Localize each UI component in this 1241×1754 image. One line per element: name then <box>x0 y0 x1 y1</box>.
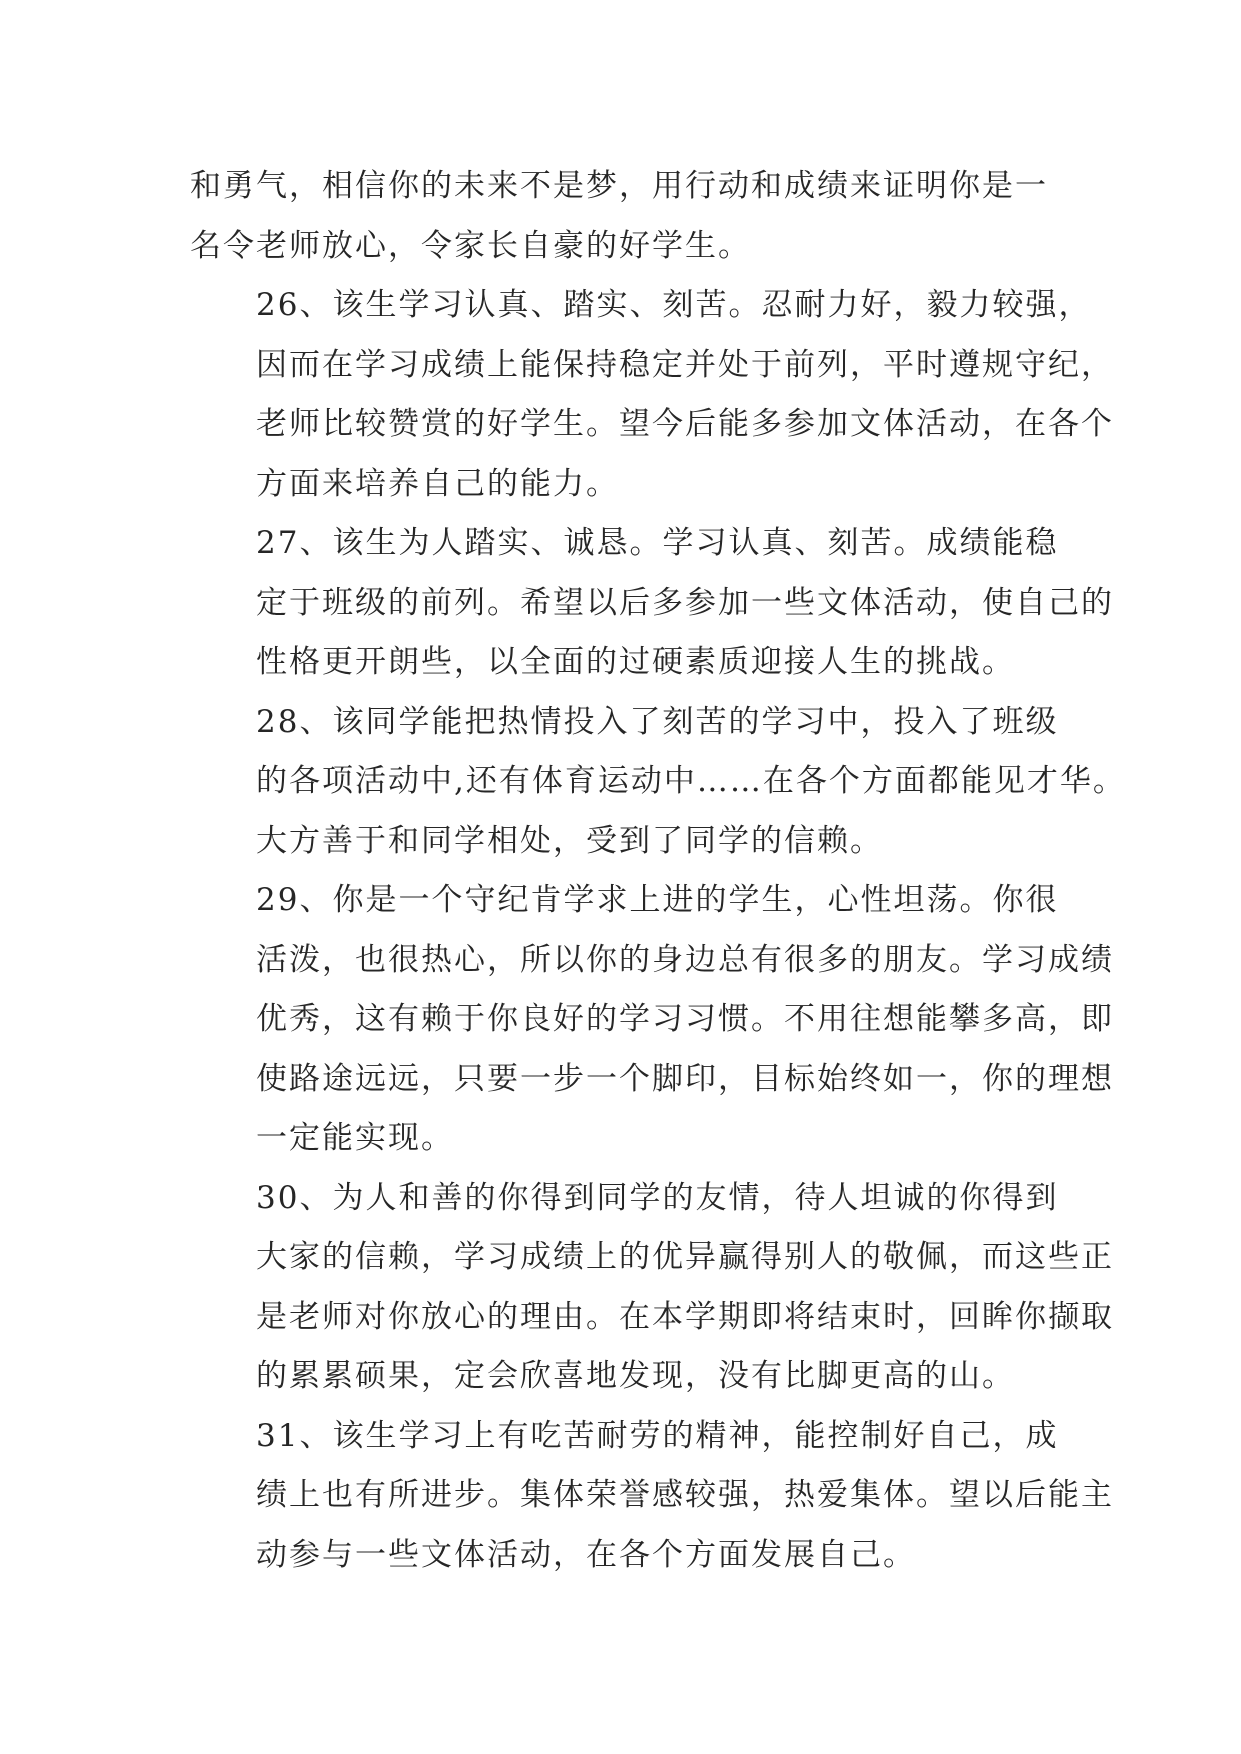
text-line: 31、该生学习上有吃苦耐劳的精神，能控制好自己，成 <box>256 1417 1059 1454</box>
text-line: 一定能实现。 <box>256 1120 454 1156</box>
text-line: 名令老师放心，令家长自豪的好学生。 <box>190 227 751 264</box>
paragraph-comment-27 <box>190 514 1114 693</box>
text-line: 30、为人和善的你得到同学的友情，待人坦诚的你得到 <box>256 1179 1059 1216</box>
text-line: 定于班级的前列。希望以后多参加一些文体活动，使自己的 <box>256 584 1114 621</box>
text-line: 的累累硕果，定会欣喜地发现，没有比脚更高的山。 <box>256 1358 1015 1394</box>
paragraph-comment-28 <box>190 693 1126 872</box>
document-body <box>190 157 1126 1585</box>
text-line: 活泼，也很热心，所以你的身边总有很多的朋友。学习成绩 <box>256 941 1114 978</box>
text-line: 的各项活动中,还有体育运动中……在各个方面都能见才华。 <box>256 763 1126 799</box>
text-line: 和勇气，相信你的未来不是梦，用行动和成绩来证明你是一 <box>190 168 1048 204</box>
text-line: 绩上也有所进步。集体荣誉感较强，热爱集体。望以后能主 <box>256 1477 1114 1513</box>
text-line: 28、该同学能把热情投入了刻苦的学习中，投入了班级 <box>256 703 1059 740</box>
text-line: 动参与一些文体活动，在各个方面发展自己。 <box>256 1536 916 1573</box>
text-line: 27、该生为人踏实、诚恳。学习认真、刻苦。成绩能稳 <box>256 525 1059 561</box>
text-line: 使路途远远，只要一步一个脚印，目标始终如一，你的理想 <box>256 1060 1114 1097</box>
text-line: 老师比较赞赏的好学生。望今后能多参加文体活动，在各个 <box>256 406 1114 442</box>
text-line: 26、该生学习认真、踏实、刻苦。忍耐力好，毅力较强， <box>256 287 1092 323</box>
paragraph-comment-31 <box>190 1407 1114 1586</box>
paragraph-comment-29 <box>190 871 1114 1169</box>
text-line: 大方善于和同学相处，受到了同学的信赖。 <box>256 822 883 859</box>
text-line: 性格更开朗些，以全面的过硬素质迎接人生的挑战。 <box>256 644 1015 680</box>
paragraph-continuation <box>190 157 1060 276</box>
text-line: 优秀，这有赖于你良好的学习习惯。不用往想能攀多高，即 <box>256 1001 1114 1037</box>
text-line: 因而在学习成绩上能保持稳定并处于前列，平时遵规守纪， <box>256 346 1114 383</box>
text-line: 大家的信赖，学习成绩上的优异赢得别人的敬佩，而这些正 <box>256 1239 1114 1275</box>
text-line: 29、你是一个守纪肯学求上进的学生，心性坦荡。你很 <box>256 882 1059 918</box>
paragraph-comment-26 <box>190 276 1114 514</box>
text-line: 方面来培养自己的能力。 <box>256 465 619 502</box>
text-line: 是老师对你放心的理由。在本学期即将结束时，回眸你撷取 <box>256 1298 1114 1335</box>
paragraph-comment-30 <box>190 1169 1114 1407</box>
